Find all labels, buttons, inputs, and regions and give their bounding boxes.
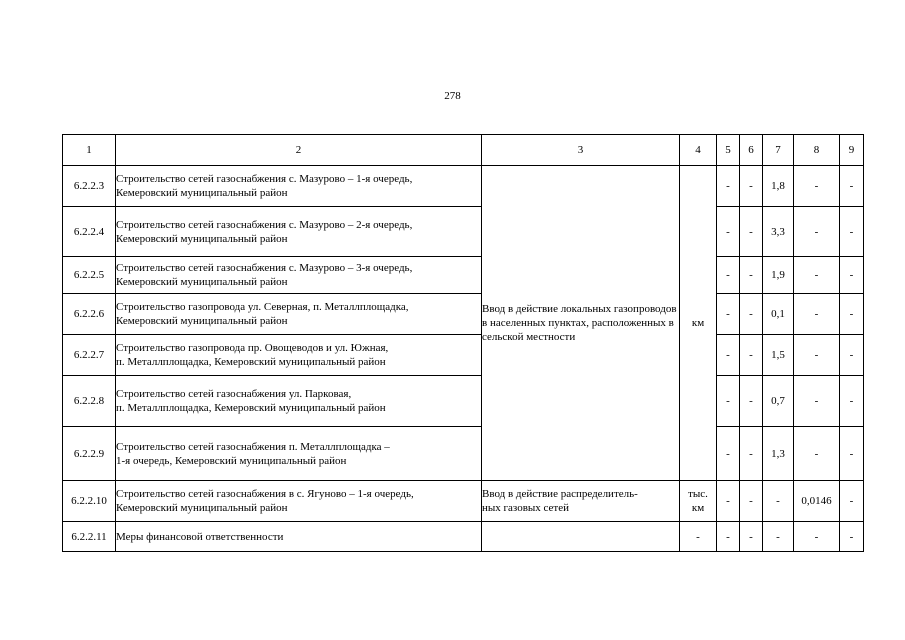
row-number: 6.2.2.6: [63, 294, 116, 335]
row-unit: -: [680, 522, 717, 552]
value-col5: -: [717, 335, 740, 376]
value-col8: -: [794, 376, 840, 427]
value-col8: 0,0146: [794, 481, 840, 522]
value-col8: -: [794, 335, 840, 376]
row-description: Строительство сетей газоснабжения п. Металлплощадка – 1-я очередь, Кемеровский муниципальный район: [116, 427, 482, 481]
row-number: 6.2.2.9: [63, 427, 116, 481]
value-col9: -: [840, 376, 864, 427]
header-cell: 2: [116, 135, 482, 166]
value-col5: -: [717, 427, 740, 481]
row-description: Строительство сетей газоснабжения с. Мазурово – 1-я очередь, Кемеровский муниципальный район: [116, 166, 482, 207]
row-number: 6.2.2.3: [63, 166, 116, 207]
row-goal: Ввод в действие распределитель- ных газовых сетей: [482, 481, 680, 522]
table-row: [63, 481, 864, 522]
header-cell: 4: [680, 135, 717, 166]
value-col9: -: [840, 166, 864, 207]
value-col8: -: [794, 427, 840, 481]
value-col6: -: [740, 522, 763, 552]
value-col7: 0,7: [763, 376, 794, 427]
row-description: Строительство сетей газоснабжения с. Мазурово – 3-я очередь, Кемеровский муниципальный район: [116, 257, 482, 294]
row-description: Строительство газопровода ул. Северная, п. Металлплощадка, Кемеровский муниципальный район: [116, 294, 482, 335]
page-number: 278: [444, 90, 461, 102]
value-col9: -: [840, 335, 864, 376]
table-row: [63, 376, 864, 427]
row-number: 6.2.2.7: [63, 335, 116, 376]
value-col8: -: [794, 207, 840, 257]
header-cell: 9: [840, 135, 864, 166]
value-col9: -: [840, 427, 864, 481]
table-row: [63, 427, 864, 481]
value-col8: -: [794, 294, 840, 335]
value-col7: -: [763, 522, 794, 552]
row-description: Строительство сетей газоснабжения ул. Парковая, п. Металлплощадка, Кемеровский муниципальный район: [116, 376, 482, 427]
value-col5: -: [717, 294, 740, 335]
row-description: Строительство газопровода пр. Овощеводов и ул. Южная, п. Металлплощадка, Кемеровский муниципальный район: [116, 335, 482, 376]
table-row: [63, 257, 864, 294]
table-row: [63, 294, 864, 335]
value-col6: -: [740, 166, 763, 207]
value-col8: -: [794, 522, 840, 552]
row-description: Строительство сетей газоснабжения в с. Ягуново – 1-я очередь, Кемеровский муниципальный район: [116, 481, 482, 522]
value-col9: -: [840, 522, 864, 552]
value-col6: -: [740, 294, 763, 335]
value-col5: -: [717, 522, 740, 552]
value-col5: -: [717, 257, 740, 294]
value-col9: -: [840, 207, 864, 257]
row-goal: [482, 522, 680, 552]
header-cell: 1: [63, 135, 116, 166]
row-number: 6.2.2.8: [63, 376, 116, 427]
table-row: [63, 207, 864, 257]
group-goal: Ввод в действие локальных газопроводов в населенных пунктах, расположенных в сельской местности: [482, 166, 680, 481]
value-col5: -: [717, 207, 740, 257]
value-col7: 1,9: [763, 257, 794, 294]
header-cell: 7: [763, 135, 794, 166]
value-col8: -: [794, 257, 840, 294]
row-number: 6.2.2.5: [63, 257, 116, 294]
header-cell: 8: [794, 135, 840, 166]
value-col7: 1,3: [763, 427, 794, 481]
header-row: [63, 135, 864, 166]
value-col6: -: [740, 335, 763, 376]
value-col7: 3,3: [763, 207, 794, 257]
value-col8: -: [794, 166, 840, 207]
row-description: Строительство сетей газоснабжения с. Мазурово – 2-я очередь, Кемеровский муниципальный район: [116, 207, 482, 257]
measures-table: [62, 134, 864, 552]
value-col7: 1,5: [763, 335, 794, 376]
value-col7: -: [763, 481, 794, 522]
row-number: 6.2.2.10: [63, 481, 116, 522]
table-row: [63, 335, 864, 376]
value-col5: -: [717, 166, 740, 207]
table-row: [63, 166, 864, 207]
value-col6: -: [740, 207, 763, 257]
value-col6: -: [740, 376, 763, 427]
row-number: 6.2.2.11: [63, 522, 116, 552]
header-cell: 3: [482, 135, 680, 166]
value-col6: -: [740, 427, 763, 481]
group-unit: км: [680, 166, 717, 481]
value-col5: -: [717, 481, 740, 522]
value-col5: -: [717, 376, 740, 427]
value-col9: -: [840, 257, 864, 294]
value-col9: -: [840, 481, 864, 522]
row-description: Меры финансовой ответственности: [116, 522, 482, 552]
row-unit: тыс. км: [680, 481, 717, 522]
value-col7: 0,1: [763, 294, 794, 335]
value-col6: -: [740, 257, 763, 294]
value-col7: 1,8: [763, 166, 794, 207]
row-number: 6.2.2.4: [63, 207, 116, 257]
header-cell: 5: [717, 135, 740, 166]
table-row: [63, 522, 864, 552]
value-col9: -: [840, 294, 864, 335]
header-cell: 6: [740, 135, 763, 166]
value-col6: -: [740, 481, 763, 522]
